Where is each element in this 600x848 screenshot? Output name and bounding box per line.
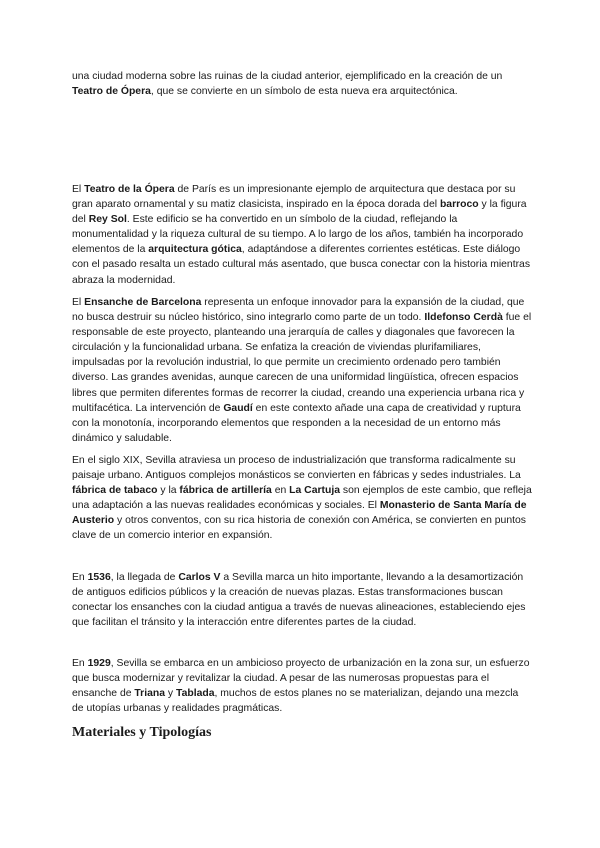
bold-term: Rey Sol (88, 214, 127, 226)
bold-term: Teatro de la Ópera (84, 184, 175, 195)
bold-term: fábrica de tabaco (72, 485, 158, 497)
bold-term: 1929 (87, 658, 111, 669)
paragraph-sevilla-siglo-xix: En el siglo XIX, Sevilla atraviesa un proceso de industrialización que transforma radicalmente su paisaje urbano. Antiguos complejos monásticos se convierten en fábricas y sedes industriales. La fábrica de tabaco y la fábrica de artillería en La Cartuja son ejemplos de este cambio, que refleja una adaptación a las nuevas realidades económicas y sociales. El Monasterio de Santa María de Austerio y otros conventos, con su rica historia de conexión con América, se convierten en puntos clave de un comercio interior en expansión. (72, 455, 532, 542)
bold-term: 1536 (87, 572, 111, 583)
paragraph-carlos-v-1536: En 1536, la llegada de Carlos V a Sevilla marca un hito importante, llevando a la desamortización de antiguos edificios públicos y la creación de nuevas plazas. Estas transformaciones buscan conectar los ensanches con la ciudad antigua a través de nuevas alineaciones, estableciendo ejes que facilitan el tránsito y la interacción entre diferentes partes de la ciudad. (72, 572, 526, 629)
bold-term: barroco (439, 199, 479, 211)
bold-term: Carlos V (178, 572, 221, 583)
bold-term: Tablada (176, 688, 215, 700)
bold-term: Gaudí (223, 402, 253, 414)
bold-term: Ensanche de Barcelona (84, 297, 202, 308)
paragraph-sevilla-1929: En 1929, Sevilla se embarca en un ambicioso proyecto de urbanización en la zona sur, un esfuerzo que busca modernizar y revitalizar la ciudad. A pesar de las numerosas propuestas para el ensanche de Triana y Tablada, muchos de estos planes no se materializan, dejando una mezcla de utopías urbanas y realidades pragmáticas. (72, 658, 530, 715)
bold-term: Teatro de Ópera (72, 86, 151, 98)
bold-term: Monasterio de Santa María de Austerio (72, 500, 527, 527)
bold-term: Triana (134, 688, 166, 700)
paragraph-teatro-opera-paris: El Teatro de la Ópera de París es un impresionante ejemplo de arquitectura que destaca por su gran aparato ornamental y su matiz clasicista, inspirado en la época dorada del barroco y la figura del Rey Sol. Este edificio se ha convertido en un símbolo de la ciudad, reflejando la monumentalidad y la riqueza cultural de su tiempo. A lo largo de los años, también ha incorporado elementos de la arquitectura gótica, adaptándose a diferentes corrientes estéticas. Este diálogo con el pasado resalta un estado cultural más asentado, que busca conectar con la historia mientras abraza la modernidad. (72, 184, 531, 286)
bold-term: fábrica de artillería (179, 485, 272, 497)
bold-term: Ildefonso Cerdà (424, 312, 503, 324)
bold-term: arquitectura gótica (148, 244, 242, 256)
bold-term: La Cartuja (289, 485, 340, 497)
section-heading-materiales: Materiales y Tipologías (72, 725, 212, 740)
paragraph-intro-opera: una ciudad moderna sobre las ruinas de la ciudad anterior, ejemplificado en la creación de un Teatro de Ópera, que se convierte en un símbolo de esta nueva era arquitectónica. (72, 71, 503, 98)
paragraph-ensanche-barcelona: El Ensanche de Barcelona representa un enfoque innovador para la expansión de la ciudad, que no busca destruir su núcleo histórico, sino integrarlo como parte de un todo. Ildefonso Cerdà fue el responsable de este proyecto, planteando una jerarquía de calles y diagonales que favorecen la circulación y la funcionalidad urbana. Se enfatiza la creación de viviendas plurifamiliares, impulsadas por la revolución industrial, lo que permite un crecimiento ordenado pero también diverso. Las grandes avenidas, aunque carecen de una uniformidad lingüística, ofrecen espacios libres que permiten diferentes formas de recorrer la ciudad, creando una experiencia urbana rica y multifacética. La intervención de Gaudí en este contexto añade una capa de creatividad y ruptura con la monotonía, incorporando elementos que responden a la necesidad de un entorno más dinámico y saludable. (72, 297, 532, 444)
